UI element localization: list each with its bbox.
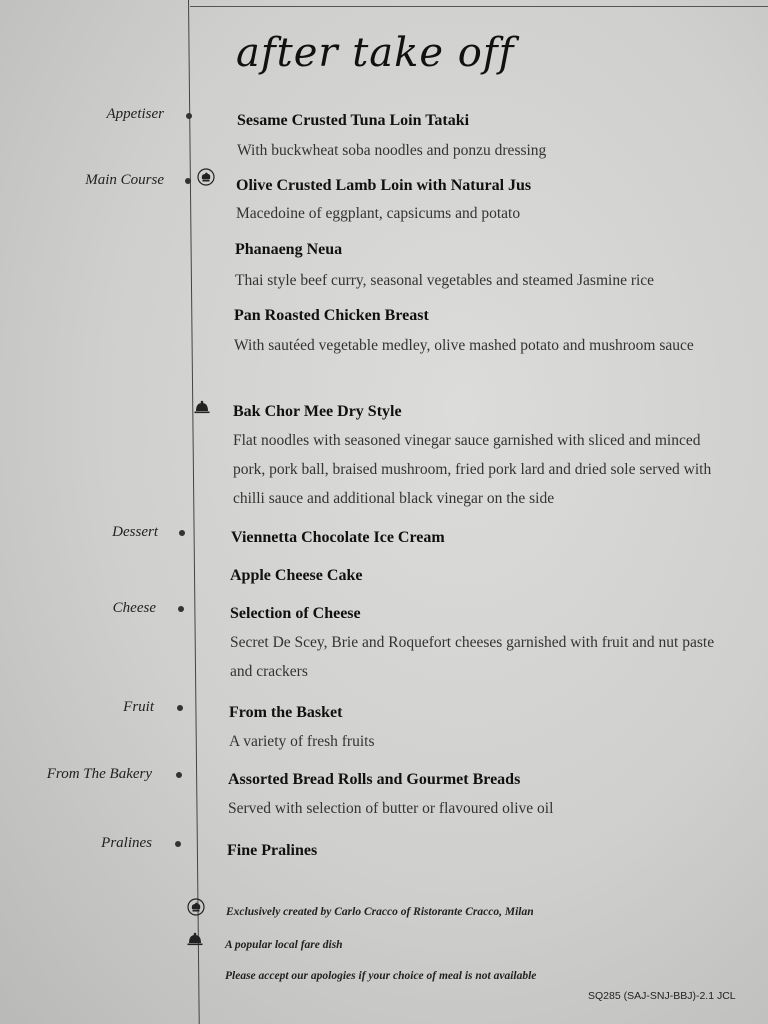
category-bakery: From The Bakery xyxy=(46,766,152,782)
dish-description: Macedoine of eggplant, capsicums and potato xyxy=(236,205,521,222)
category-appetiser: Appetiser xyxy=(106,106,164,122)
timeline-dot xyxy=(175,841,181,847)
dish-description: With sautéed vegetable medley, olive mashed potato and mushroom sauce xyxy=(234,337,694,354)
timeline-dot xyxy=(176,772,182,778)
dish-description: With buckwheat soba noodles and ponzu dressing xyxy=(237,142,547,159)
footnote-local: A popular local fare dish xyxy=(225,939,343,951)
timeline-dot xyxy=(179,530,185,536)
dish-description: Flat noodles with seasoned vinegar sauce garnished with sliced and minced pork, pork ball, braised mushroom, fried pork lard and dried sole served with chilli sauce and additional black vinegar on the side xyxy=(233,432,712,507)
dish-description: A variety of fresh fruits xyxy=(229,733,375,750)
timeline-dot xyxy=(185,178,191,184)
dish-name: Viennetta Chocolate Ice Cream xyxy=(231,529,445,546)
category-pralines: Pralines xyxy=(101,835,152,851)
dish-name: Bak Chor Mee Dry Style xyxy=(233,403,402,420)
dish-name: Assorted Bread Rolls and Gourmet Breads xyxy=(228,771,521,788)
category-main-course: Main Course xyxy=(85,172,164,188)
top-rule xyxy=(190,6,768,7)
dish-name: Apple Cheese Cake xyxy=(230,567,363,584)
dish-name: Phanaeng Neua xyxy=(235,241,343,258)
dish-description: Served with selection of butter or flavoured olive oil xyxy=(228,800,554,817)
cloche-icon xyxy=(186,930,204,948)
chef-hat-icon xyxy=(197,168,215,186)
timeline-dot xyxy=(177,705,183,711)
category-dessert: Dessert xyxy=(112,524,158,540)
dish-name: Selection of Cheese xyxy=(230,605,361,622)
dish-name: Olive Crusted Lamb Loin with Natural Jus xyxy=(236,177,532,194)
cloche-icon xyxy=(193,398,211,416)
category-fruit: Fruit xyxy=(123,699,154,715)
chef-hat-icon xyxy=(187,898,205,916)
dish-description: Thai style beef curry, seasonal vegetables and steamed Jasmine rice xyxy=(235,272,655,289)
timeline-line xyxy=(188,0,200,1024)
dish-name: Sesame Crusted Tuna Loin Tataki xyxy=(237,112,470,129)
dish-name: From the Basket xyxy=(229,704,343,721)
footnote-chef: Exclusively created by Carlo Cracco of Ristorante Cracco, Milan xyxy=(226,906,534,918)
timeline-dot xyxy=(186,113,192,119)
category-cheese: Cheese xyxy=(112,600,156,616)
dish-name: Pan Roasted Chicken Breast xyxy=(234,307,429,324)
footnote-apology: Please accept our apologies if your choice of meal is not available xyxy=(225,970,537,982)
dish-description: Secret De Scey, Brie and Roquefort cheeses garnished with fruit and nut paste and crackers xyxy=(230,634,715,680)
timeline-dot xyxy=(178,606,184,612)
dish-name: Fine Pralines xyxy=(227,842,318,859)
page-title: after take off xyxy=(236,30,515,76)
menu-code: SQ285 (SAJ-SNJ-BBJ)-2.1 JCL xyxy=(588,990,736,1002)
